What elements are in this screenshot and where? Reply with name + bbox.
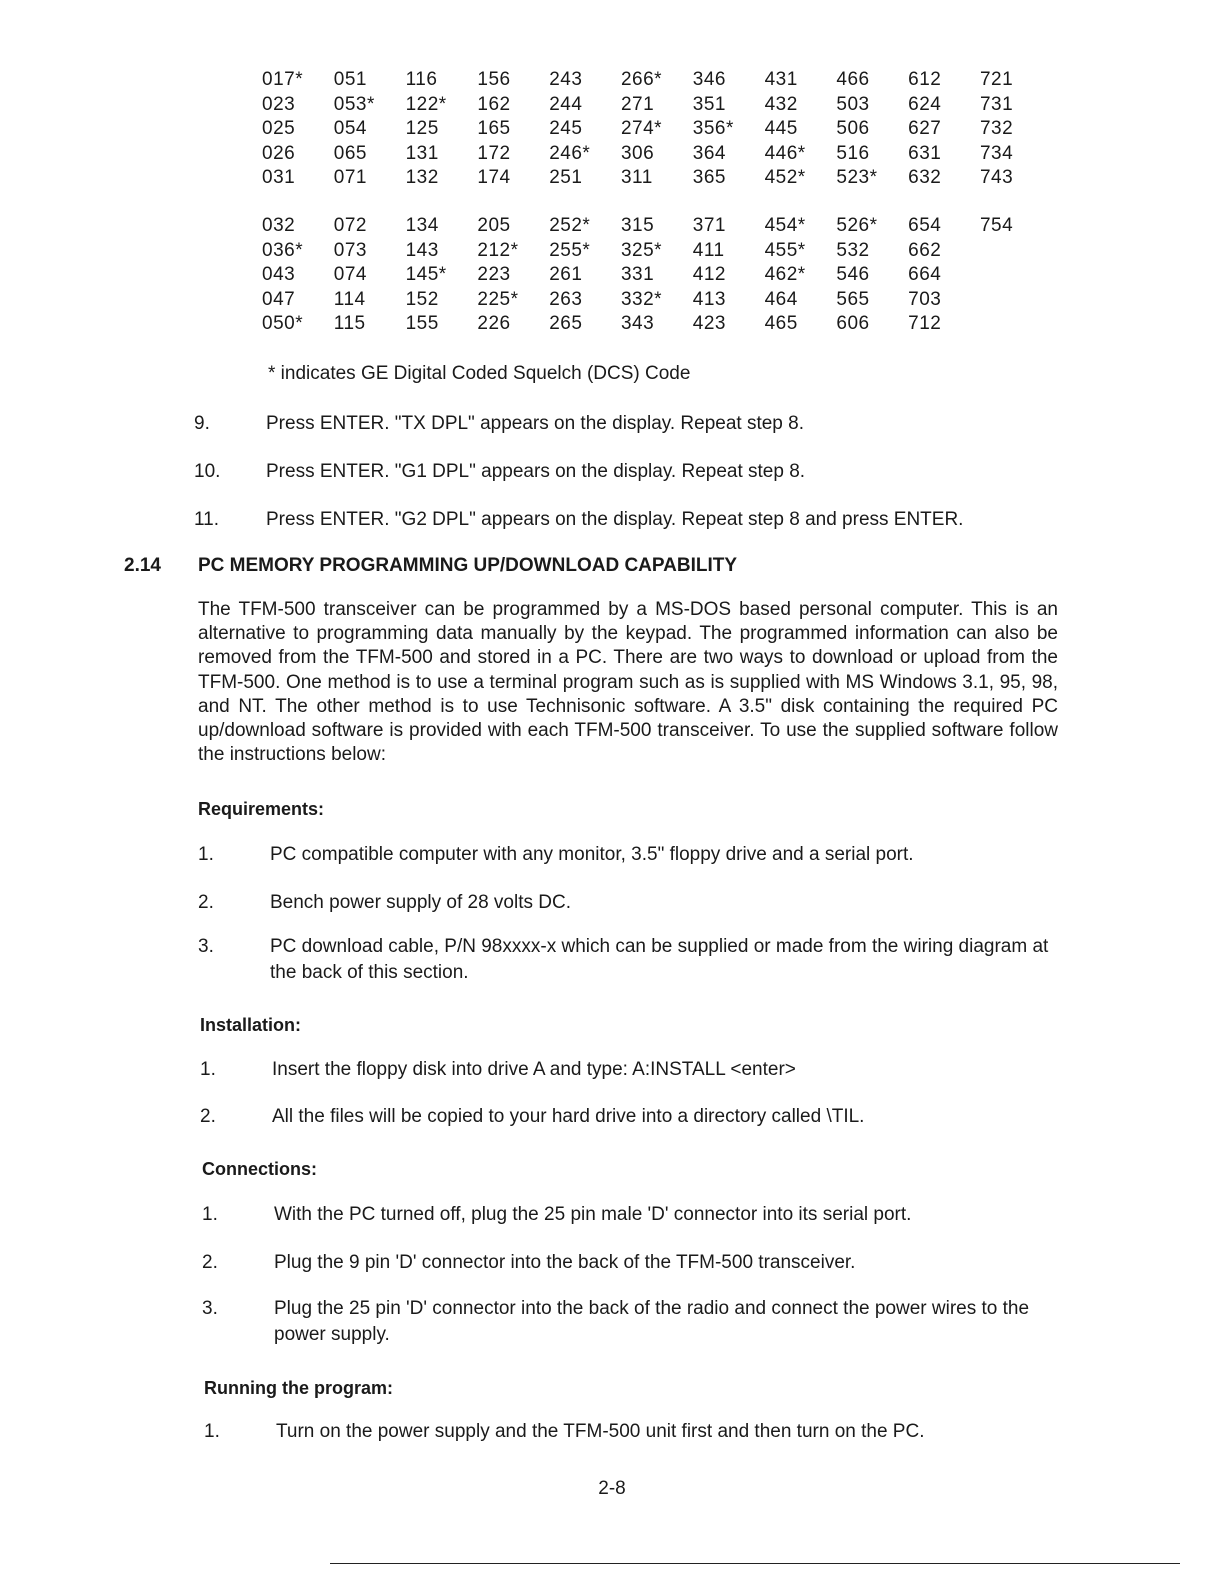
code-cell: 526* (836, 215, 878, 236)
table-row (262, 141, 1042, 166)
code-cell: 351 (692, 93, 726, 115)
list-item (202, 1250, 1072, 1276)
list-item (200, 1057, 1070, 1083)
item-number: 2. (202, 1252, 218, 1273)
code-cell: 462* (764, 264, 806, 286)
item-text: Insert the floppy disk into drive A and type: A:INSTALL <enter> (272, 1059, 796, 1080)
step-text: Press ENTER. "G2 DPL" appears on the display. Repeat step 8 and press ENTER. (266, 509, 964, 530)
code-cell: 331 (620, 264, 655, 286)
code-cell: 411 (692, 239, 725, 261)
code-cell: 546 (836, 264, 870, 286)
code-cell: 054 (333, 118, 367, 140)
code-cell: 356* (692, 118, 734, 140)
code-cell: 134 (405, 215, 439, 236)
code-cell (980, 262, 1052, 287)
list-item (194, 459, 1074, 484)
item-number: 2. (200, 1106, 216, 1127)
code-cell: 732 (979, 118, 1014, 140)
code-cell: 162 (477, 93, 511, 115)
code-cell: 664 (908, 264, 942, 286)
code-cell: 306 (620, 142, 655, 164)
connections-heading: Connections: (202, 1159, 317, 1179)
code-cell: 165 (477, 118, 511, 140)
code-cell: 243 (549, 69, 583, 90)
code-cell: 431 (764, 69, 798, 90)
code-cell: 026 (262, 142, 296, 164)
item-number: 1. (198, 844, 214, 865)
code-cell (980, 287, 1052, 312)
code-cell: 412 (692, 264, 726, 286)
code-cell: 043 (262, 264, 296, 286)
code-cell: 265 (549, 313, 583, 335)
code-cell: 532 (836, 239, 870, 261)
code-cell: 072 (333, 215, 367, 236)
code-cell: 073 (333, 239, 367, 261)
list-item (200, 1104, 1070, 1130)
code-cell: 274* (620, 118, 663, 140)
code-cell: 346 (692, 69, 726, 90)
code-cell: 743 (979, 167, 1014, 189)
item-number: 2. (198, 892, 214, 913)
code-cell: 152 (405, 288, 439, 310)
code-cell: 174 (477, 167, 511, 189)
code-cell: 071 (333, 167, 367, 189)
code-cell (980, 311, 1052, 336)
code-cell: 132 (405, 167, 439, 189)
item-text: Plug the 9 pin 'D' connector into the back of the TFM-500 transceiver. (274, 1252, 856, 1273)
code-cell: 631 (908, 142, 942, 164)
item-number: 3. (198, 936, 214, 957)
code-cell: 032 (262, 215, 296, 236)
code-cell: 263 (549, 288, 583, 310)
item-number: 3. (202, 1298, 218, 1319)
code-cell: 065 (333, 142, 367, 164)
section-number: 2.14 (124, 555, 161, 576)
item-text: Turn on the power supply and the TFM-500 unit first and then turn on the PC. (276, 1421, 925, 1442)
item-text: Bench power supply of 28 volts DC. (270, 892, 571, 913)
code-cell: 731 (979, 93, 1014, 115)
code-cell: 721 (979, 69, 1014, 90)
running-heading: Running the program: (204, 1378, 393, 1398)
code-cell: 053* (333, 93, 375, 115)
code-cell: 122* (405, 93, 447, 115)
code-cell: 343 (620, 313, 655, 335)
code-cell: 223 (477, 264, 511, 286)
code-cell: 325* (620, 239, 663, 261)
code-cell: 155 (405, 313, 439, 335)
code-cell: 116 (405, 69, 438, 90)
code-cell: 252* (549, 215, 591, 236)
section-title: PC MEMORY PROGRAMMING UP/DOWNLOAD CAPABILITY (198, 555, 738, 576)
table-row (262, 287, 1042, 312)
list-item (198, 890, 1068, 916)
code-cell: 465 (764, 313, 798, 335)
code-cell: 251 (549, 167, 583, 189)
code-cell: 261 (549, 264, 583, 286)
code-cell: 271 (620, 93, 655, 115)
page-number: 2-8 (598, 1478, 626, 1499)
section-intro-paragraph: The TFM-500 transceiver can be programmed by a MS-DOS based personal computer. This is an alternative to programming data manually by the keypad. The programmed information can also be removed from the TFM-500 and stored in a PC. There are two ways to download or upload from the TFM-500. One method is to use a terminal program such as is supplied with MS Windows 3.1, 95, 98, and NT. The other method is to use Technisonic software. A 3.5" disk containing the required PC up/download software is provided with each TFM-500 transceiver. To use the supplied software follow the instructions below: (198, 599, 1058, 766)
code-cell: 464 (764, 288, 798, 310)
item-text: Plug the 25 pin 'D' connector into the back of the radio and connect the power wires to the power supply. (274, 1298, 1030, 1345)
code-cell: 413 (692, 288, 726, 310)
step-number: 9. (194, 413, 210, 434)
list-item (202, 1202, 1072, 1228)
code-cell: 050* (262, 313, 304, 335)
list-item (194, 507, 1074, 532)
step-text: Press ENTER. "G1 DPL" appears on the display. Repeat step 8. (266, 461, 806, 482)
step-text: Press ENTER. "TX DPL" appears on the display. Repeat step 8. (266, 413, 805, 434)
list-item (202, 1296, 1072, 1348)
code-cell: 074 (333, 264, 367, 286)
code-cell: 466 (836, 69, 870, 90)
code-cell: 364 (692, 142, 726, 164)
item-number: 1. (204, 1421, 220, 1442)
code-cell: 047 (262, 288, 296, 310)
table-row (262, 238, 1042, 263)
code-cell: 051 (333, 69, 367, 90)
code-cell: 311 (620, 167, 653, 189)
code-cell: 703 (908, 288, 942, 310)
code-cell: 734 (979, 142, 1014, 164)
code-cell: 446* (764, 142, 806, 164)
code-cell: 226 (477, 313, 511, 335)
code-cell: 754 (979, 215, 1014, 236)
code-cell: 255* (549, 239, 591, 261)
code-cell: 266* (620, 69, 663, 90)
code-cell: 432 (764, 93, 798, 115)
code-cell: 125 (405, 118, 439, 140)
code-cell: 452* (764, 167, 806, 189)
code-cell: 503 (836, 93, 870, 115)
table-row (262, 165, 1042, 190)
code-cell: 523* (836, 167, 878, 189)
table-row (262, 92, 1042, 117)
table-row (262, 311, 1042, 336)
table-row (262, 213, 1042, 238)
code-cell: 115 (333, 313, 366, 335)
code-cell: 506 (836, 118, 870, 140)
table-row (262, 116, 1042, 141)
code-cell: 244 (549, 93, 583, 115)
code-cell: 315 (620, 215, 655, 236)
code-cell: 212* (477, 239, 519, 261)
requirements-heading: Requirements: (198, 799, 325, 819)
step-number: 10. (194, 461, 221, 482)
code-cell: 025 (262, 118, 296, 140)
code-cell: 246* (549, 142, 591, 164)
item-text: With the PC turned off, plug the 25 pin male 'D' connector into its serial port. (274, 1204, 912, 1225)
installation-heading: Installation: (200, 1015, 302, 1035)
code-cell: 245 (549, 118, 583, 140)
bottom-rule (330, 1563, 1180, 1564)
code-cell: 445 (764, 118, 798, 140)
code-cell: 023 (262, 93, 296, 115)
code-cell: 624 (908, 93, 942, 115)
code-cell: 017* (262, 69, 304, 90)
code-cell: 455* (764, 239, 806, 261)
code-cell: 454* (764, 215, 806, 236)
code-cell: 114 (333, 288, 366, 310)
code-cell: 145* (405, 264, 447, 286)
code-cell: 612 (908, 69, 942, 90)
step-number: 11. (194, 509, 220, 530)
code-cell: 365 (692, 167, 726, 189)
code-cell: 143 (405, 239, 439, 261)
section-heading (124, 553, 737, 578)
code-cell: 371 (692, 215, 726, 236)
code-cell: 172 (477, 142, 511, 164)
list-item (204, 1419, 1074, 1445)
code-cell: 516 (836, 142, 870, 164)
code-cell: 712 (908, 313, 942, 335)
dcs-note: * indicates GE Digital Coded Squelch (DCS) Code (268, 363, 691, 384)
table-row (262, 67, 1042, 92)
code-cell: 031 (262, 167, 296, 189)
list-item (194, 411, 1074, 436)
code-cell: 332* (620, 288, 663, 310)
code-cell: 627 (908, 118, 942, 140)
item-text: PC download cable, P/N 98xxxx-x which can be supplied or made from the wiring diagram at the back of this section. (270, 936, 1049, 983)
code-cell: 662 (908, 239, 942, 261)
item-text: PC compatible computer with any monitor, 3.5" floppy drive and a serial port. (270, 844, 914, 865)
code-cell: 606 (836, 313, 870, 335)
code-table-group-2 (262, 213, 1042, 336)
code-cell: 156 (477, 69, 511, 90)
list-item (198, 842, 1068, 868)
code-cell: 225* (477, 288, 519, 310)
item-text: All the files will be copied to your hard drive into a directory called \TIL. (272, 1106, 865, 1127)
item-number: 1. (200, 1059, 216, 1080)
code-cell: 205 (477, 215, 511, 236)
item-number: 1. (202, 1204, 218, 1225)
code-cell: 654 (908, 215, 942, 236)
code-cell: 036* (262, 239, 304, 261)
code-table-group-1 (262, 67, 1042, 190)
table-row (262, 262, 1042, 287)
code-cell: 565 (836, 288, 870, 310)
code-cell: 131 (405, 142, 439, 164)
list-item (198, 934, 1068, 986)
code-cell (980, 238, 1052, 263)
code-cell: 423 (692, 313, 726, 335)
code-cell: 632 (908, 167, 942, 189)
